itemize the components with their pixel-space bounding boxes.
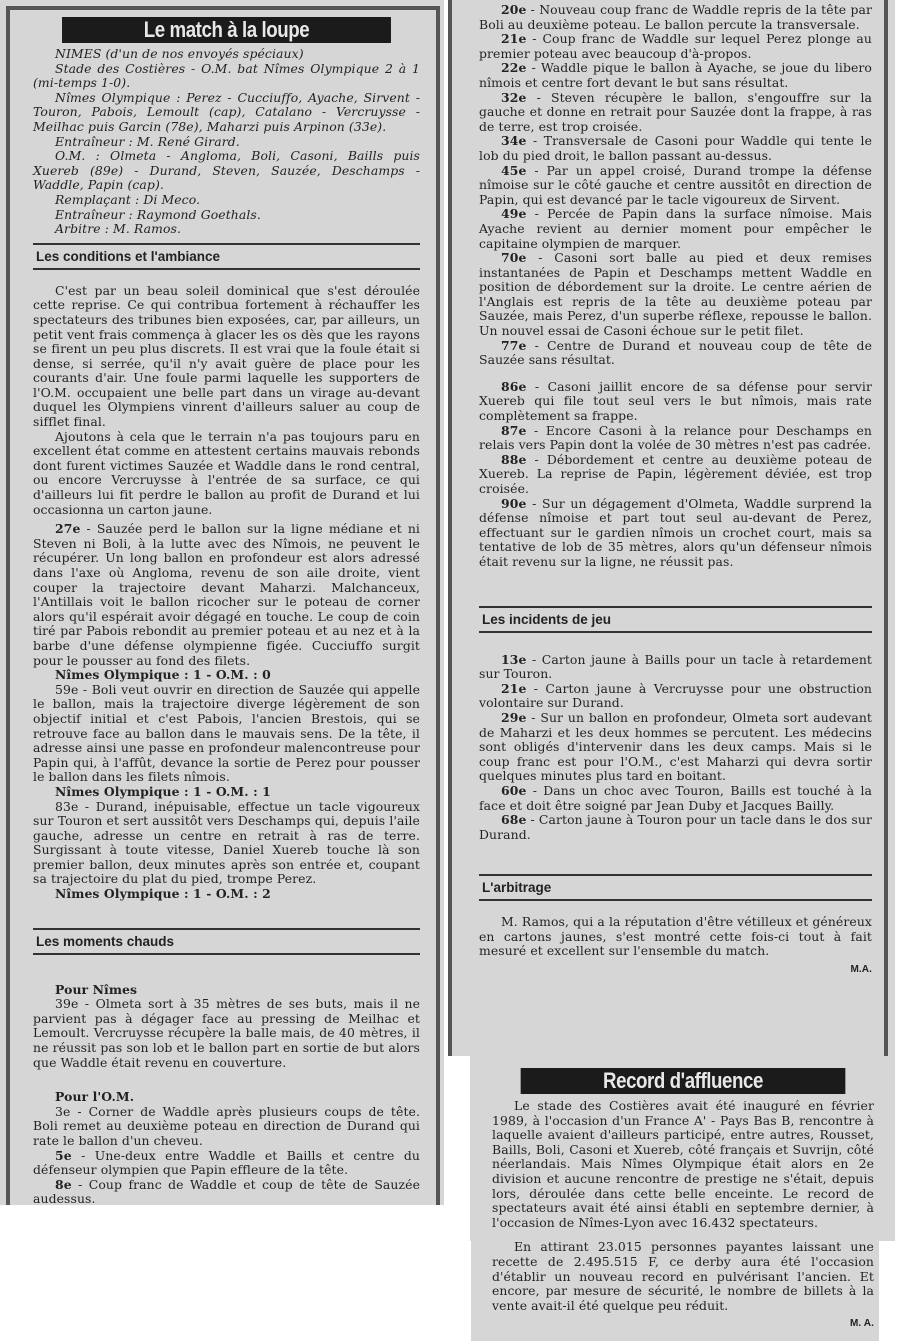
moment-item <box>479 134 872 163</box>
moment-minute: 77e <box>501 337 527 353</box>
moment-item <box>479 380 872 424</box>
moment-text: - Sur un dégagement d'Olmeta, Waddle surprend la défense nîmoise et part tout seul au-devant de Perez, effectuant sur le gardien nîmois un crochet court, mais sa tentative de lob de 35 mètres, alors qu'un défenseur nîmois était revenu sur la ligne, ne réussit pas. <box>479 495 872 569</box>
moment-item <box>479 497 872 570</box>
moment-text: - Coup franc de Waddle et coup de tête de Sauzée audessus. <box>33 1176 420 1207</box>
author-signature: M.A. <box>850 964 872 976</box>
moment-minute: 32e <box>501 89 527 105</box>
hot-moments-body <box>33 983 420 1207</box>
moment-item <box>33 1178 420 1207</box>
moment-item <box>479 207 872 251</box>
score-line: Nîmes Olympique : 1 - O.M. : 1 <box>55 783 271 799</box>
moment-minute: 87e <box>501 422 527 438</box>
om-coach: Entraîneur : Raymond Goethals. <box>55 206 261 222</box>
match-banner: Le match à la loupe <box>62 17 391 43</box>
moment-item <box>479 164 872 208</box>
moment-minute: 49e <box>501 206 527 222</box>
moment-item: 39e - Olmeta sort à 35 mètres de ses buts, mais il ne parvient pas à dégager face au pressing de Meilhac et Lemoult. Vercruysse récupère la balle mais, de 40 mètres, il ne réussit pas son lob et le ballon part en sortie de but alors que Waddle était revenu en couverture. <box>33 996 420 1070</box>
right-column <box>479 3 872 978</box>
goal-description: 59e - Boli veut ouvrir en direction de Sauzée qui appelle le ballon, mais la trajectoire diverge légèrement de son objectif initial et c'est Pabois, l'ancien Brestois, qui se retrouve face au ballon dans le mauvais sens. De la tête, il adresse ainsi une passe en profondeur malencontreuse pour Papin qui, à l'affût, devance la sortie de Perez pour pousser le ballon dans les filets nîmois. <box>33 681 420 785</box>
nimes-coach: Entraîneur : M. René Girard. <box>55 133 240 149</box>
moment-text: - Centre de Durand et nouveau coup de tête de Sauzée sans résultat. <box>479 337 872 368</box>
moment-minute: 5e <box>55 1147 72 1163</box>
moment-minute: 8e <box>55 1176 72 1192</box>
moment-item <box>479 61 872 90</box>
moment-minute: 34e <box>501 133 527 149</box>
om-lineup: O.M. : Olmeta - Angloma, Boli, Casoni, Baills puis Xuereb (89e) - Durand, Steven, Sauzée, Deschamps - Waddle, Papin (cap). <box>33 148 420 193</box>
record-banner: Record d'affluence <box>521 1068 846 1094</box>
moment-text: - Sur un ballon en profondeur, Olmeta sort audevant de Maharzi et les deux hommes se percutent. Les médecins sont obligés d'intervenir dans les deux camps. Mais si le coup franc est pour l'O.M., c'est Maharzi qui devra sortir quelques minutes plus tard en boitant. <box>479 709 872 784</box>
moment-text: - Carton jaune à Baills pour un tacle à retardement sur Touron. <box>479 651 872 682</box>
moment-minute: 13e <box>501 651 527 667</box>
moment-minute: 45e <box>501 162 527 178</box>
section-heading-hot-moments: Les moments chauds <box>33 928 420 955</box>
incidents-list <box>479 653 872 843</box>
moment-minute: 88e <box>501 451 527 467</box>
moment-minute: 29e <box>501 709 527 725</box>
record-paragraph: En attirant 23.015 personnes payantes laissant une recette de 2.495.515 F, ce derby aura été l'occasion d'établir un nouveau record en pulvérisant l'ancien. Et encore, par mesure de sécurité, le nombre de billets à la vente avait-il été quelque peu réduit. <box>492 1239 874 1313</box>
arbitrage-text: M. Ramos, qui a la réputation d'être vétilleux et généreux en cartons jaunes, s'est montré cette fois-ci tout à fait mesuré et excellent sur l'ensemble du match. <box>479 914 872 959</box>
team-label-nimes: Pour Nîmes <box>55 981 138 997</box>
section-heading-incidents: Les incidents de jeu <box>479 606 872 633</box>
moment-item <box>479 3 872 32</box>
moment-text: - Débordement et centre au deuxième poteau de Xuereb. La reprise de Papin, légèrement déviée, est trop croisée. <box>479 451 872 496</box>
dateline: NIMES (d'un de nos envoyés spéciaux) <box>55 46 304 61</box>
moment-item <box>479 784 872 813</box>
moment-text: - Transversale de Casoni pour Waddle qui tente le lob du pied droit, le ballon passant au-dessus. <box>479 133 872 163</box>
moment-minute: 86e <box>501 378 527 394</box>
conditions-paragraph: C'est par un beau soleil dominical que s'est déroulée cette reprise. Ce qui contribua fortement à réchauffer les spectateurs des tribunes bien exposées, car, par ailleurs, un petit vent frais commença à glacer les os dès que les rayons se firent un peu plus discrets. Il est vrai que la foule était si dense, si serrée, qu'il n'y avait guère de place pour les courants d'air. Une foule parmi laquelle les supporters de l'O.M. occupaient une belle part dans un virage au-devant duquel les Olympiens vinrent d'ailleurs saluer au coup de sifflet final. <box>33 282 420 430</box>
moment-item <box>479 653 872 682</box>
referee: Arbitre : M. Ramos. <box>55 221 182 237</box>
record-paragraph: Le stade des Costières avait été inauguré en février 1989, à l'occasion d'un France A' - Pays Bas B, rencontre à laquelle avaient d'ailleurs participé, entre autres, Rousset, Baills, Boli, Casoni et Xuereb, côté français et Suvrijn, côté néerlandais. Mais Nîmes Olympique était alors en 2e division et aucune rencontre de prestige ne s'était, depuis lors, déroulée dans cette belle enceinte. Le record de spectateurs avait été ainsi établi en septembre dernier, à l'occasion de Nîmes-Lyon avec 16.432 spectateurs. <box>492 1098 874 1230</box>
moment-item <box>33 1149 420 1178</box>
moment-text: - Percée de Papin dans la surface nîmoise. Mais Ayache revient au dernier moment pour empêcher le capitaine olympien de marquer. <box>479 206 872 251</box>
moment-text: - Encore Casoni à la relance pour Deschamps en relais vers Papin dont la volée de 30 mètres n'est pas cadrée. <box>479 422 872 453</box>
moment-minute: 22e <box>501 60 527 76</box>
goal-description: 83e - Durand, inépuisable, effectue un tacle vigoureux sur Touron et sert aussitôt vers Deschamps qui, depuis l'aile gauche, adresse un centre en retrait à ras de terre. Surgissant à toute vitesse, Daniel Xuereb touche là son premier ballon, deux minutes après son entrée et, coupant sa trajectoire du plat du pied, trompe Perez. <box>33 798 420 887</box>
arbitrage-body <box>479 915 872 977</box>
left-column <box>33 17 420 1207</box>
moments-list <box>479 3 872 570</box>
moment-item <box>479 91 872 135</box>
moment-minute: 90e <box>501 495 527 511</box>
conditions-body <box>33 284 420 902</box>
goal-text: - Sauzée perd le ballon sur la ligne médiane et ni Steven ni Boli, à la lutte avec des Nîmois, ne peuvent le récupérer. Un long ballon en profondeur est alors adressé dans l'axe où Angloma, revenu de son aile droite, vient couper la trajectoire devant Maharzi. Malchanceux, l'Antillais voit le ballon ricocher sur le poteau de corner alors qu'il espérait avoir dégagé en touche. Le coup de coin tiré par Pabois rebondit au premier poteau et au nez et à la barbe d'une défense olympienne figée. Cucciuffo surgit pour le pousser au fond des filets. <box>33 521 420 668</box>
score-line: Nîmes Olympique : 1 - O.M. : 0 <box>55 667 271 683</box>
moment-minute: 70e <box>501 250 527 266</box>
goal-minute: 27e <box>55 521 81 537</box>
section-heading-arbitrage: L'arbitrage <box>479 874 872 901</box>
moment-item <box>479 453 872 497</box>
moment-item <box>479 813 872 842</box>
team-label-om: Pour l'O.M. <box>55 1089 135 1105</box>
moment-text: - Waddle pique le ballon à Ayache, se joue du libero nîmois et centre fort devant le but sans résultat. <box>479 60 872 90</box>
moment-text: - Dans un choc avec Touron, Baills est touché à la face et doit être soigné par Jean Duby et Jacques Bailly. <box>479 782 872 813</box>
record-column <box>492 1068 874 1332</box>
moment-item <box>479 711 872 784</box>
conditions-paragraph: Ajoutons à cela que le terrain n'a pas toujours paru en excellent état comme en attestent certains mauvais rebonds dont furent victimes Sauzée et Waddle dans le rond central, ou encore Vercruysse à l'entrée de sa surface, ce qui d'ailleurs lui fit perdre le ballon au profit de Durand et lui occasionna un carton jaune. <box>33 428 420 517</box>
moment-item <box>479 32 872 61</box>
moment-item <box>479 424 872 453</box>
moment-minute: 68e <box>501 812 527 828</box>
moment-text: - Coup franc de Waddle sur lequel Perez plonge au premier poteau avec beaucoup d'à-propos. <box>479 31 872 61</box>
moment-text: - Casoni sort balle au pied et deux remises instantanées de Papin et Deschamps mettent Waddle en position de débordement sur la droite. Le centre aérien de l'Anglais est repris de la tête au deuxième poteau par Sauzée, mais Perez, d'un superbe réflexe, repousse le ballon. Un nouvel essai de Casoni échoue sur le petit filet. <box>479 250 872 339</box>
moment-minute: 21e <box>501 31 527 47</box>
moment-minute: 60e <box>501 782 527 798</box>
goal-description <box>33 522 420 668</box>
moment-item: 3e - Corner de Waddle après plusieurs coups de tête. Boli remet au deuxième poteau en direction de Durand qui rate le ballon d'un cheveu. <box>33 1103 420 1148</box>
moment-item <box>479 682 872 711</box>
moment-text: - Casoni jaillit encore de sa défense pour servir Xuereb qui file tout seul vers le but nîmois, mais rate complètement sa frappe. <box>479 378 872 424</box>
moment-text: - Carton jaune à Vercruysse pour une obstruction volontaire sur Durand. <box>479 680 872 711</box>
score-line: Nîmes Olympique : 1 - O.M. : 2 <box>55 886 271 902</box>
moment-minute: 20e <box>501 2 527 17</box>
section-heading-conditions: Les conditions et l'ambiance <box>33 243 420 270</box>
moment-item <box>479 251 872 339</box>
moment-item <box>479 339 872 368</box>
moment-text: - Par un appel croisé, Durand trompe la défense nîmoise sur le côté gauche et centre aussitôt en direction de Papin, qui est devancé par le tacle vigoureux de Sirvent. <box>479 162 872 207</box>
moment-text: - Steven récupère le ballon, s'engouffre sur la gauche et donne en retrait pour Sauzée dont la frappe, à ras de terre, est trop croisée. <box>479 89 872 134</box>
nimes-lineup: Nîmes Olympique : Perez - Cucciuffo, Ayache, Sirvent - Touron, Pabois, Lemoult (cap), Catalano - Vercruysse - Meilhac puis Garcin (78e), Maharzi puis Arpinon (33e). <box>33 89 420 134</box>
match-sheet <box>33 47 420 237</box>
author-signature: M. A. <box>849 1318 874 1330</box>
moment-text: - Nouveau coup franc de Waddle repris de la tête par Boli au deuxième poteau. Le ballon percute la transversale. <box>479 2 872 32</box>
moment-minute: 21e <box>501 680 527 696</box>
om-substitute: Remplaçant : Di Meco. <box>55 191 201 207</box>
moment-text: - Carton jaune à Touron pour un tacle dans le dos sur Durand. <box>479 812 872 842</box>
record-body <box>492 1099 874 1332</box>
result-line: Stade des Costières - O.M. bat Nîmes Olympique 2 à 1 (mi-temps 1-0). <box>33 60 420 91</box>
moment-text: - Une-deux entre Waddle et Baills et centre du défenseur olympien que Papin effleure de la tête. <box>33 1147 420 1178</box>
